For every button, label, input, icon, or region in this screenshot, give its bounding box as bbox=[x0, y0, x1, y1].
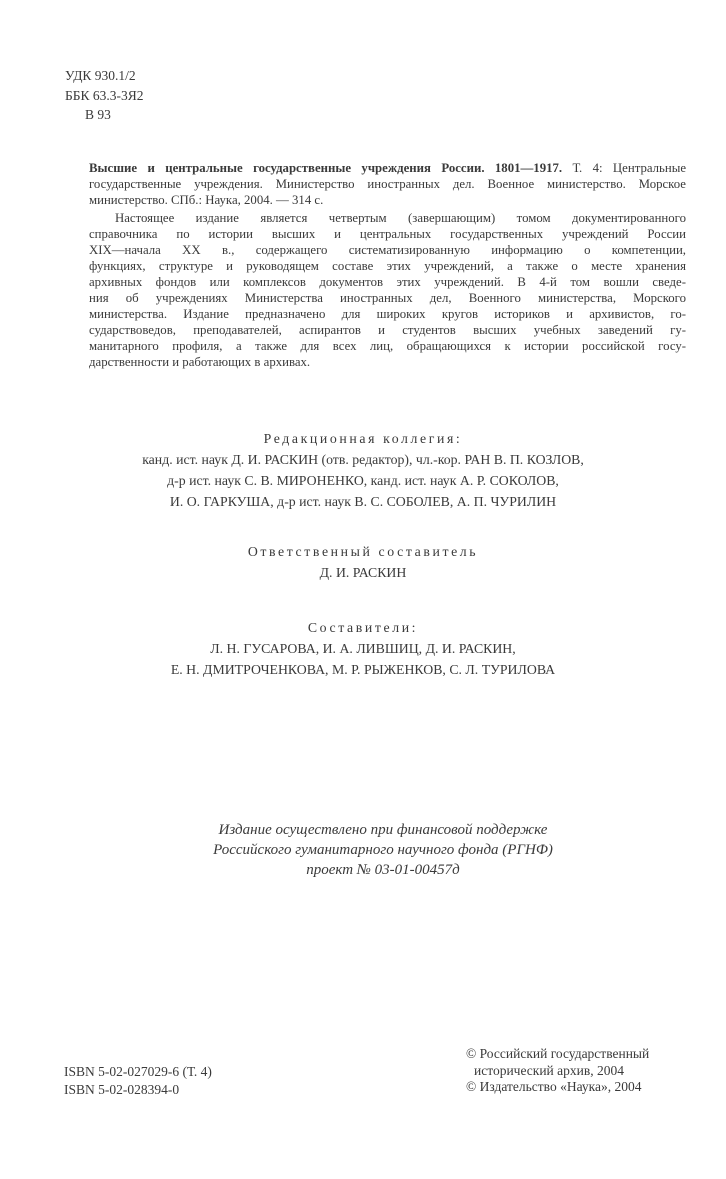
author-mark: В 93 bbox=[85, 107, 111, 122]
editorial-board-heading: Редакционная коллегия: bbox=[263, 431, 463, 446]
editorial-board bbox=[0, 428, 726, 512]
compilers-heading: Составители: bbox=[307, 620, 419, 635]
classification-codes bbox=[65, 66, 144, 125]
funding-line: Издание осуществлено при финансовой поддержке bbox=[218, 822, 548, 838]
citation-title: Высшие и центральные государственные учреждения России. 1801—1917. bbox=[89, 161, 563, 175]
responsible-compiler-name: Д. И. РАСКИН bbox=[319, 565, 407, 580]
editorial-board-line: И. О. ГАРКУША, д-р ист. наук В. С. СОБОЛЕВ, А. П. ЧУРИЛИН bbox=[169, 494, 557, 509]
abstract-line: функциях, структуре и руководящем составе этих учреждений, а также о месте хранения bbox=[89, 259, 686, 273]
isbn-line: ISBN 5-02-028394-0 bbox=[64, 1082, 180, 1097]
compilers bbox=[0, 617, 726, 680]
compilers-line: Е. Н. ДМИТРОЧЕНКОВА, М. Р. РЫЖЕНКОВ, С. Л. ТУРИЛОВА bbox=[170, 662, 556, 677]
abstract-line: справочника по истории высших и центральных государственных учреждений России bbox=[89, 227, 686, 241]
responsible-compiler bbox=[0, 541, 726, 583]
isbn-block bbox=[64, 1063, 212, 1099]
abstract-line: Настоящее издание является четвертым (завершающим) томом документированного bbox=[115, 211, 686, 225]
abstract-line: сударствоведов, преподавателей, аспирантов и студентов высших учебных заведений гу- bbox=[89, 323, 686, 337]
responsible-compiler-heading: Ответственный составитель bbox=[247, 544, 479, 559]
abstract-line: дарственности и работающих в архивах. bbox=[89, 355, 311, 369]
editorial-board-line: канд. ист. наук Д. И. РАСКИН (отв. редактор), чл.-кор. РАН В. П. КОЗЛОВ, bbox=[142, 452, 584, 467]
editorial-board-line: д-р ист. наук С. В. МИРОНЕНКО, канд. ист. наук А. Р. СОКОЛОВ, bbox=[167, 473, 559, 488]
copyright-line: исторический архив, 2004 bbox=[474, 1062, 624, 1078]
abstract-line: XIX—начала XX в., содержащего систематизированную информацию о компетенции, bbox=[89, 243, 686, 257]
copyright-line: © Российский государственный bbox=[466, 1046, 650, 1061]
udk-code: УДК 930.1/2 bbox=[65, 68, 136, 83]
abstract-line: ния об учреждениях Министерства иностранных дел, Военного министерства, Морского bbox=[89, 291, 686, 305]
abstract-line: архивных фондов или комплексов документов этих учреждений. В 4-й том вошли сведе- bbox=[89, 275, 686, 289]
abstract bbox=[89, 210, 686, 370]
bibliographic-citation bbox=[89, 160, 686, 208]
citation-details: Т. 4: Центральные государственные учреждения. Министерство иностранных дел. Военное министерство. Морское министерство. СПб.: Наука, 2004. — 314 с. bbox=[89, 161, 686, 207]
compilers-line: Л. Н. ГУСАРОВА, И. А. ЛИВШИЦ, Д. И. РАСКИН, bbox=[210, 641, 516, 656]
bbk-code: ББК 63.3-3Я2 bbox=[65, 87, 144, 103]
copyright-line: © Издательство «Наука», 2004 bbox=[466, 1079, 642, 1094]
funding-note bbox=[0, 820, 726, 880]
funding-line: Российского гуманитарного научного фонда (РГНФ) bbox=[213, 842, 553, 858]
copyright-block bbox=[466, 1046, 649, 1096]
funding-line: проект № 03-01-00457д bbox=[306, 862, 460, 878]
abstract-line: манитарного профиля, а также для всех лиц, обращающихся к истории российской госу- bbox=[89, 339, 686, 353]
abstract-line: министерства. Издание предназначено для широких кругов историков и архивистов, го- bbox=[89, 307, 686, 321]
isbn-line: ISBN 5-02-027029-6 (Т. 4) bbox=[64, 1064, 212, 1079]
